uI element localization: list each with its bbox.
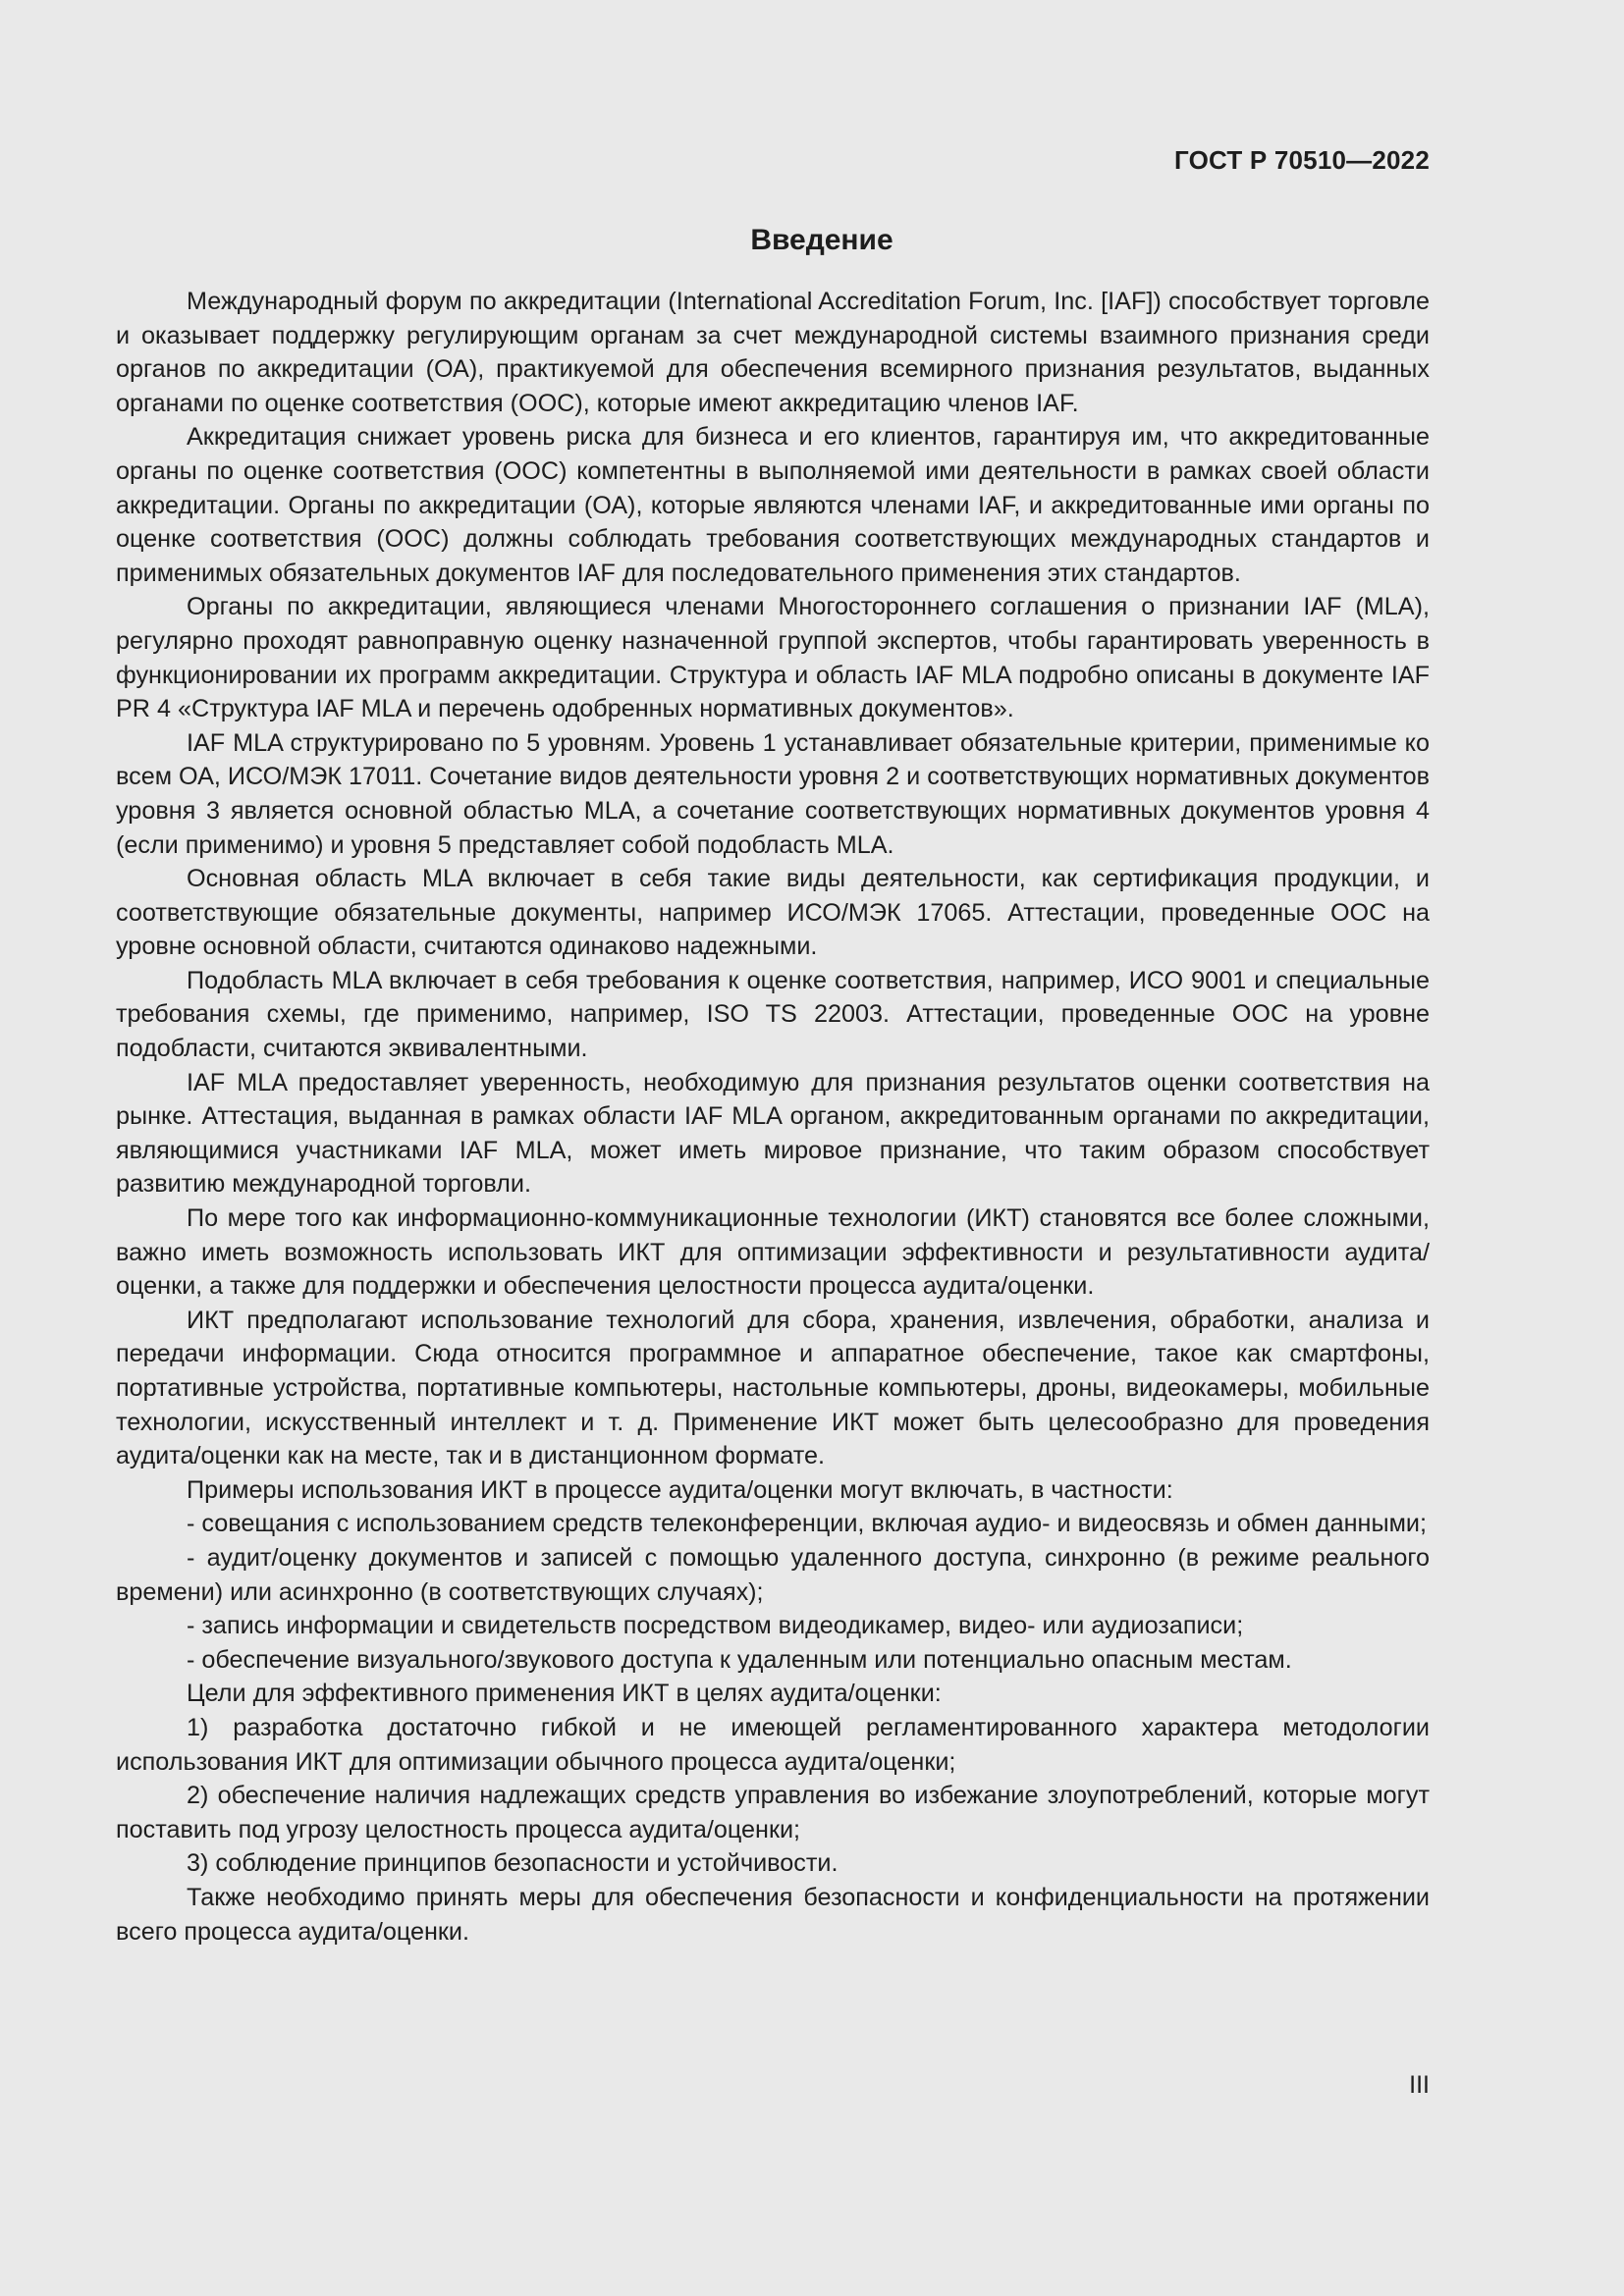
page-number: III [1409, 2071, 1430, 2099]
body-text [116, 285, 1430, 1949]
paragraph: Аккредитация снижает уровень риска для бизнеса и его клиентов, гарантируя им, что аккредитованные органы по оценке соответствия (ООС) компетентны в выполняемой ими деятельности в рамках своей области аккредитации. Органы по аккредитации (ОА), которые являются членами IAF, и аккредитованные ими органы по оценке соответствия (ООС) должны соблюдать требования соответствующих международных стандартов и применимых обязательных документов IAF для последовательного применения этих стандартов. [116, 423, 1430, 587]
paragraph: Органы по аккредитации, являющиеся членами Многостороннего соглашения о признании IAF (MLA), регулярно проходят равноправную оценку назначенной группой экспертов, чтобы гарантировать уверенность в функционировании их программ аккредитации. Структура и область IAF MLA подробно описаны в документе IAF PR 4 «Структура IAF MLA и перечень одобренных нормативных документов». [116, 593, 1431, 723]
list-item: - совещания с использованием средств телеконференции, включая аудио- и видеосвязь и обмен данными; [187, 1510, 1427, 1538]
numbered-item: 1) разработка достаточно гибкой и не имеющей регламентированного характера методологии использования ИКТ для оптимизации обычного процесса аудита/оценки; [116, 1713, 1430, 1776]
list-item: - аудит/оценку документов и записей с помощью удаленного доступа, синхронно (в режиме реального времени) или асинхронно (в соответствующих случаях); [116, 1543, 1430, 1606]
paragraph: ИКТ предполагают использование технологий для сбора, хранения, извлечения, обработки, анализа и передачи информации. Сюда относится программное и аппаратное обеспечение, такое как смартфоны, портативные устройства, портативные компьютеры, настольные компьютеры, дроны, видеокамеры, мобильные технологии, искусственный интеллект и т. д. Применение ИКТ может быть целесообразно для проведения аудита/оценки как на месте, так и в дистанционном формате. [116, 1306, 1430, 1470]
section-title: Введение [750, 224, 893, 256]
list-item: - обеспечение визуального/звукового доступа к удаленным или потенциально опасным местам. [187, 1645, 1292, 1674]
paragraph: Цели для эффективного применения ИКТ в целях аудита/оценки: [187, 1680, 942, 1708]
paragraph: По мере того как информационно-коммуникационные технологии (ИКТ) становятся все более сложными, важно иметь возможность использовать ИКТ для оптимизации эффективности и результативности аудита/оценки, а также для поддержки и обеспечения целостности процесса аудита/оценки. [116, 1204, 1430, 1301]
numbered-item: 3) соблюдение принципов безопасности и устойчивости. [187, 1849, 839, 1878]
paragraph: Также необходимо принять меры для обеспечения безопасности и конфиденциальности на протяжении всего процесса аудита/оценки. [116, 1883, 1430, 1946]
paragraph: Примеры использования ИКТ в процессе аудита/оценки могут включать, в частности: [187, 1475, 1173, 1504]
numbered-item: 2) обеспечение наличия надлежащих средств управления во избежание злоупотреблений, которые могут поставить под угрозу целостность процесса аудита/оценки; [116, 1782, 1430, 1843]
document-code: ГОСТ Р 70510—2022 [1174, 145, 1430, 175]
paragraph: IAF MLA структурировано по 5 уровням. Уровень 1 устанавливает обязательные критерии, применимые ко всем ОА, ИСО/МЭК 17011. Сочетание видов деятельности уровня 2 и соответствующих нормативных документов уровня 3 является основной областью MLA, а сочетание соответствующих нормативных документов уровня 4 (если применимо) и уровня 5 представляет собой подобласть MLA. [116, 728, 1430, 859]
list-item: - запись информации и свидетельств посредством видеодикамер, видео- или аудиозаписи; [187, 1612, 1244, 1640]
paragraph: Основная область MLA включает в себя такие виды деятельности, как сертификация продукции, и соответствующие обязательные документы, например ИСО/МЭК 17065. Аттестации, проведенные ООС на уровне основной области, считаются одинаково надежными. [116, 865, 1430, 961]
paragraph: Международный форум по аккредитации (International Accreditation Forum, Inc. [IAF]) способствует торговле и оказывает поддержку регулирующим органам за счет международной системы взаимного признания среди органов по аккредитации (ОА), практикуемой для обеспечения всемирного признания результатов, выданных органами по оценке соответствия (ООС), которые имеют аккредитацию членов IAF. [116, 288, 1430, 417]
paragraph: Подобласть MLA включает в себя требования к оценке соответствия, например, ИСО 9001 и специальные требования схемы, где применимо, например, ISO TS 22003. Аттестации, проведенные ООС на уровне подобласти, считаются эквивалентными. [116, 966, 1430, 1063]
paragraph: IAF MLA предоставляет уверенность, необходимую для признания результатов оценки соответствия на рынке. Аттестация, выданная в рамках области IAF MLA органом, аккредитованным органами по аккредитации, являющимися участниками IAF MLA, может иметь мировое признание, что таким образом способствует развитию международной торговли. [116, 1068, 1430, 1199]
